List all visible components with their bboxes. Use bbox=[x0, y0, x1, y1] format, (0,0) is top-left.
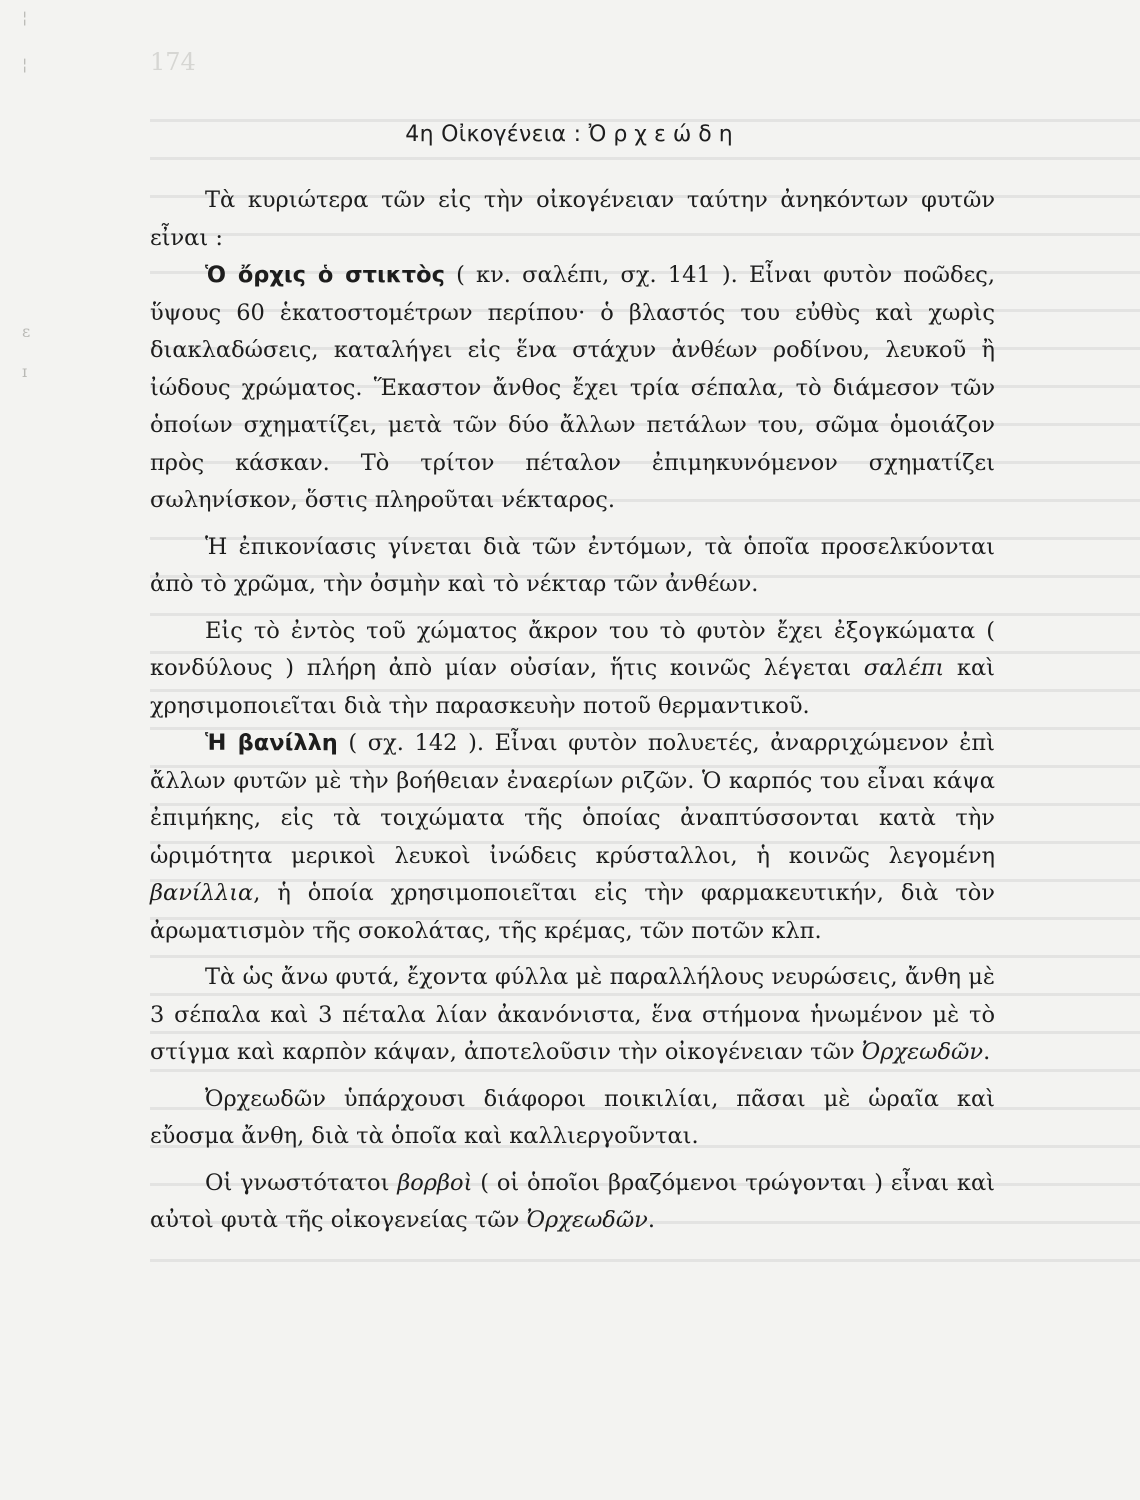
vanilla-text: ( σχ. 142 ). Εἶναι φυτὸν πολυετές, ἀναρριχώμενον ἐπὶ ἄλλων φυτῶν μὲ τὴν βοήθειαν ἐναερίων ριζῶν. Ὁ καρπός του εἶναι κάψα ἐπιμήκης, εἰς τὰ τοιχώματα τῆς ὁποίας ἀναπτύσσονται κατὰ τὴν ὡριμότητα μερικοὶ λευκοὶ ἰνώδεις κρύσταλλοι, ἡ κοινῶς λεγομένη bbox=[150, 730, 995, 869]
margin-mark: ɛ bbox=[22, 322, 31, 341]
paragraph-bulbs bbox=[150, 1165, 995, 1240]
orchis-title: Ὁ ὄρχις ὁ στικτὸς bbox=[205, 262, 445, 288]
orchis-body: ( κν. σαλέπι, σχ. 141 ). Εἶναι φυτὸν ποῶδες, ὕψους 60 ἑκατοστομέτρων περίπου· ὁ βλαστός του εὐθὺς καὶ χωρὶς διακλαδώσεις, καταλήγει εἰς ἕνα στάχυν ἀνθέων ροδίνου, λευκοῦ ἢ ἰώδους χρώματος. Ἕκαστον ἄνθος ἔχει τρία σέπαλα, τὸ διάμεσον τῶν ὁποίων σχηματίζει, μετὰ τῶν δύο ἄλλων πετάλων του, σῶμα ὁμοιάζον πρὸς κάσκαν. Τὸ τρίτον πέταλον ἐπιμηκυνόμενον σχηματίζει σωληνίσκον, ὅστις πληροῦται νέκταρος. bbox=[150, 262, 995, 513]
vanilla-term: βανίλλια bbox=[150, 880, 254, 906]
tubers-text: Εἰς τὸ ἐντὸς τοῦ χώματος ἄκρον του τὸ φυτὸν ἔχει ἐξογκώματα ( κονδύλους ) πλήρη ἀπὸ μίαν οὐσίαν, ἥτις κοινῶς λέγεται bbox=[150, 617, 995, 681]
tubers-term: σαλέπι bbox=[863, 655, 945, 681]
summary-end: . bbox=[983, 1039, 991, 1065]
section-heading bbox=[150, 122, 995, 147]
bulbs-term: βορβοὶ bbox=[397, 1169, 473, 1196]
paragraph-pollination: Ἡ ἐπικονίασις γίνεται διὰ τῶν ἐντόμων, τὰ ὁποῖα προσελκύονται ἀπὸ τὸ χρῶμα, τὴν ὀσμὴν καὶ τὸ νέκταρ τῶν ἀνθέων. bbox=[150, 533, 995, 597]
page-body bbox=[150, 122, 995, 1240]
bulbs-text: Οἱ γνωστότατοι bbox=[205, 1169, 398, 1196]
vanilla-text-end: , ἡ ὁποία χρησιμοποιεῖται εἰς τὴν φαρμακευτικήν, διὰ τὸν ἀρωματισμὸν τῆς σοκολάτας, τῆς κρέμας, τῶν ποτῶν κλπ. bbox=[150, 880, 995, 944]
bulbs-text-middle: ( οἱ ὁποῖοι βραζόμενοι τρώγονται ) εἶναι καὶ αὐτοὶ φυτὰ τῆς οἰκογενείας τῶν bbox=[150, 1169, 995, 1233]
vanilla-title: Ἡ βανίλλη bbox=[205, 730, 338, 756]
bulbs-term-family: Ὀρχεωδῶν bbox=[526, 1207, 648, 1233]
bulbs-end: . bbox=[647, 1207, 656, 1233]
paragraph-intro: Τὰ κυριώτερα τῶν εἰς τὴν οἰκογένειαν ταύτην ἀνηκόντων φυτῶν εἶναι : bbox=[150, 187, 995, 251]
heading-prefix: 4η Οἰκογένεια : bbox=[405, 122, 589, 147]
tubers-text-end: καὶ χρησιμοποιεῖται διὰ τὴν παρασκευὴν ποτοῦ θερμαντικοῦ. bbox=[150, 655, 995, 719]
margin-mark: ¦ bbox=[22, 8, 28, 27]
margin-mark: ¦ bbox=[22, 55, 28, 74]
paragraph-summary bbox=[150, 959, 995, 1072]
summary-term: Ὀρχεωδῶν bbox=[861, 1039, 984, 1065]
heading-family-name: Ὀρχεώδη bbox=[588, 122, 740, 147]
summary-text: Τὰ ὡς ἄνω φυτά, ἔχοντα φύλλα μὲ παραλλήλους νευρώσεις, ἄνθη μὲ 3 σέπαλα καὶ 3 πέταλα λίαν ἀκανόνιστα, ἕνα στήμονα ἡνωμένον μὲ τὸ στίγμα καὶ καρπὸν κάψαν, ἀποτελοῦσιν τὴν οἰκογένειαν τῶν bbox=[150, 964, 995, 1065]
margin-mark: ɪ bbox=[22, 362, 28, 381]
page-number: 174 bbox=[150, 48, 196, 76]
paragraph-tubers bbox=[150, 613, 995, 726]
paragraph-vanilla bbox=[150, 725, 995, 950]
paragraph-orchis bbox=[150, 257, 995, 520]
paragraph-varieties: Ὀρχεωδῶν ὑπάρχουσι διάφοροι ποικιλίαι, πᾶσαι μὲ ὡραῖα καὶ εὔοσμα ἄνθη, διὰ τὰ ὁποῖα καὶ καλλιεργοῦνται. bbox=[150, 1085, 995, 1149]
